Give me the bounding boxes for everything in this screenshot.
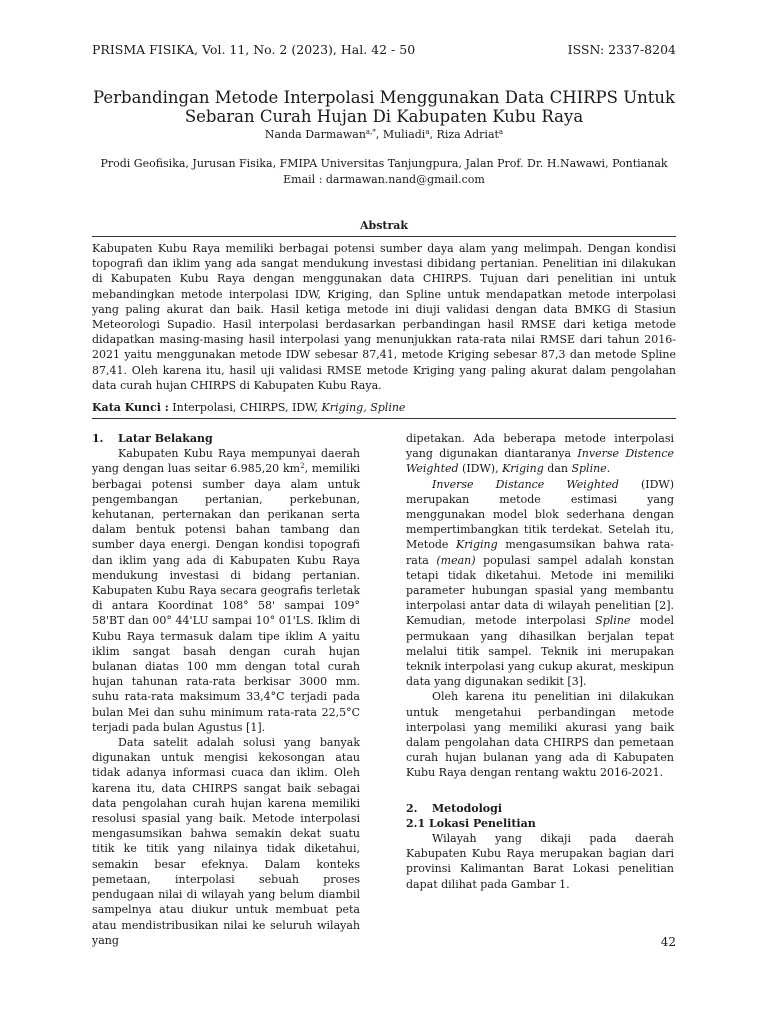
paragraph: Wilayah yang dikaji pada daerah Kabupaten Kubu Raya merupakan bagian dari provinsi Kalimantan Barat Lokasi penelitian dapat dilihat pada Gambar 1.	[406, 832, 674, 891]
section-title: Metodologi	[432, 801, 503, 815]
affiliation: Prodi Geofisika, Jurusan Fisika, FMIPA Universitas Tanjungpura, Jalan Prof. Dr. H.Nawawi, Pontianak	[100, 157, 668, 170]
section-number: 1.	[92, 432, 104, 445]
paragraph: Data satelit adalah solusi yang banyak digunakan untuk mengisi kekosongan atau tidak adanya informasi cuaca dan iklim. Oleh karena itu, data CHIRPS sangat baik sebagai data pengolahan curah hujan karena memiliki resolusi spasial yang baik. Metode interpolasi mengasumsikan bahwa semakin dekat suatu titik ke titik yang nilainya tidak diketahui, semakin besar efeknya. Dalam konteks pemetaan, interpolasi sebuah proses pendugaan nilai di wilayah yang belum diambil sampelnya atau diukur untuk membuat peta atau mendistribusikan nilai ke seluruh wilayah yang	[92, 736, 360, 947]
title-line-1: Perbandingan Metode Interpolasi Menggunakan Data CHIRPS Untuk	[93, 88, 675, 107]
subsection-2-1-heading	[406, 816, 674, 831]
author-affil-mark: a	[498, 128, 504, 136]
author-separator: ,	[429, 128, 437, 141]
affiliation-block	[60, 156, 708, 188]
section-1-heading	[92, 431, 360, 446]
right-column	[406, 431, 674, 892]
section-number: 2.	[406, 801, 418, 815]
paper-title	[60, 88, 708, 126]
abstract-heading: Abstrak	[359, 219, 409, 232]
keywords-label: Kata Kunci :	[92, 401, 169, 414]
subsection-title: Lokasi Penelitian	[428, 816, 536, 830]
contact-email: Email : darmawan.nand@gmail.com	[283, 173, 485, 186]
issn: ISSN: 2337-8204	[567, 42, 676, 57]
running-header	[92, 42, 676, 57]
page-number: 42	[660, 935, 676, 949]
section-2-heading	[406, 801, 674, 816]
title-line-2: Sebaran Curah Hujan Di Kabupaten Kubu Raya	[184, 107, 584, 126]
abstract-top-rule	[92, 236, 676, 237]
journal-citation: PRISMA FISIKA, Vol. 11, No. 2 (2023), Hal. 42 - 50	[92, 42, 416, 57]
keywords-plain: Interpolasi, CHIRPS, IDW,	[168, 401, 322, 414]
section-title: Latar Belakang	[118, 432, 213, 445]
paragraph: Kabupaten Kubu Raya mempunyai daerah yang dengan luas seitar 6.985,20 $km^2$, memiliki berbagai potensi sumber daya alam untuk pengembangan pertanian, perkebunan, kehutanan, perternakan dan perikanan serta dalam bentuk potensi bahan tambang dan sumber daya energi. Dengan kondisi topografi dan iklim yang ada di Kabupaten Kubu Raya mendukung investasi di bidang pertanian. Kabupaten Kubu Raya secara geografis terletak di antara Koordinat 108° 58' sampai 109° 58'BT dan 00° 44'LU sampai 10° 01'LS. Iklim di Kubu Raya termasuk dalam tipe iklim A yaitu iklim sangat basah dengan curah hujan bulanan diatas 100 mm dengan total curah hujan tahunan rata-rata berkisar 3000 mm. suhu rata-rata maksimum 33,4°C terjadi pada bulan Mei dan suhu minimum rata-rata 22,5°C terjadi pada bulan Agustus [1].	[92, 447, 361, 734]
keywords-bottom-rule	[92, 418, 676, 419]
paragraph: Oleh karena itu penelitian ini dilakukan untuk mengetahui perbandingan metode interpolasi yang memiliki akurasi yang baik dalam pengolahan data CHIRPS dan pemetaan curah hujan bulanan yang ada di Kabupaten Kubu Raya dengan rentang waktu 2016-2021.	[406, 690, 674, 780]
author-affil-mark: a	[425, 128, 430, 136]
author-affil-mark: a,*	[365, 128, 376, 136]
author-name: Muliadi	[382, 128, 426, 141]
keywords-italic: Kriging, Spline	[321, 401, 406, 414]
subsection-number: 2.1	[406, 816, 426, 830]
paragraph: Inverse Distance Weighted (IDW) merupakan metode estimasi yang menggunakan model blok sederhana dengan mempertimbangkan titik terdekat. Setelah itu, Metode Kriging mengasumsikan bahwa rata-rata (mean) populasi sampel adalah konstan tetapi tidak diketahui. Metode ini memiliki parameter hubungan spasial yang membantu interpolasi antar data di wilayah penelitian [2]. Kemudian, metode interpolasi Spline model permukaan yang dihasilkan berjalan tepat melalui titik sampel. Teknik ini merupakan teknik interpolasi yang cukup akurat, meskipun data yang digunakan sedikit [3].	[406, 477, 674, 689]
keywords	[92, 401, 676, 414]
paragraph: dipetakan. Ada beberapa metode interpolasi yang digunakan diantaranya Inverse Distence Weighted (IDW), Kriging dan Spline.	[406, 432, 674, 476]
author-list	[60, 128, 708, 141]
author-separator: ,	[375, 128, 383, 141]
author-name: Nanda Darmawan	[264, 128, 366, 141]
abstract-text: Kabupaten Kubu Raya memiliki berbagai potensi sumber daya alam yang melimpah. Dengan kondisi topografi dan iklim yang ada sangat mendukung investasi dibidang pertanian. Penelitian ini dilakukan di Kabupaten Kubu Raya dengan menggunakan data CHIRPS. Tujuan dari penelitian ini untuk mebandingkan metode interpolasi IDW, Kriging, dan Spline untuk mendapatkan metode interpolasi yang paling akurat dan baik. Hasil ketiga metode ini diuji validasi dengan data BMKG di Stasiun Meteorologi Supadio. Hasil interpolasi berdasarkan perbandingan hasil RMSE dari ketiga metode didapatkan masing-masing hasil interpolasi yang menunjukkan rata-rata nilai RMSE dari tahun 2016-2021 yaitu menggunakan metode IDW sebesar 87,41, metode Kriging sebesar 87,3 dan metode Spline 87,41. Oleh karena itu, hasil uji validasi RMSE metode Kriging yang paling akurat dalam pengolahan data curah hujan CHIRPS di Kabupaten Kubu Raya.	[92, 242, 676, 392]
left-column	[92, 431, 360, 948]
author-name: Riza Adriat	[436, 128, 499, 141]
